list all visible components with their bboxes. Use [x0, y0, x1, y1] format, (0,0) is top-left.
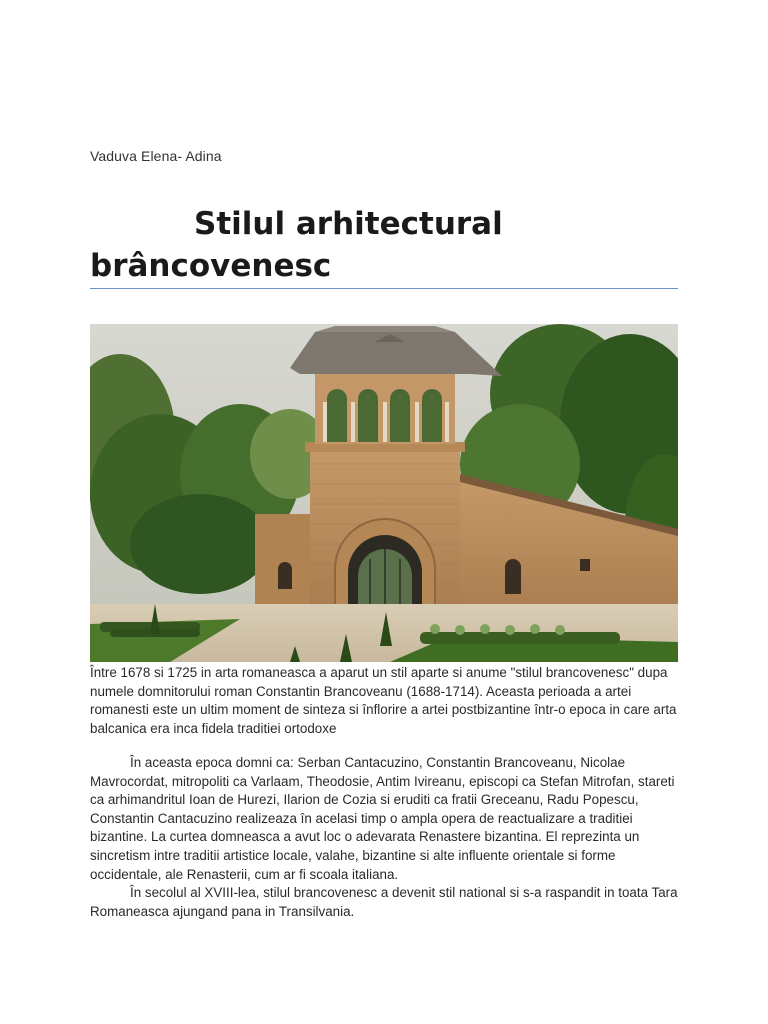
document-title: [90, 203, 680, 287]
photo-brancovenesc-gate-tower: [90, 324, 678, 662]
paragraph-3-text: În secolul al XVIII-lea, stilul brancovenesc a devenit stil national si s-a raspandit in toata Tara Romaneasca ajungand pana in Transilvania.: [90, 885, 678, 919]
author-name: Vaduva Elena- Adina: [90, 148, 222, 164]
paragraph-1: Între 1678 si 1725 in arta romaneasca a aparut un stil aparte si anume "stilul brancovenesc" dupa numele domnitorului roman Constantin Brancoveanu (1688-1714). Aceasta perioada a artei romanesti este un ultim moment de sinteza si înflorire a artei postbizantine într-o epoca in care arta balcanica era inca fidela traditiei ortodoxe: [90, 665, 677, 736]
paragraph-3: [90, 884, 680, 921]
title-underline: [90, 288, 678, 289]
title-line-1: Stilul arhitectural: [194, 206, 503, 242]
paragraph-2: [90, 754, 680, 884]
photo-illustration: [90, 324, 678, 662]
paragraph-2-text: În aceasta epoca domni ca: Serban Cantacuzino, Constantin Brancoveanu, Nicolae Mavrocordat, mitropoliti ca Varlaam, Theodosie, Antim Ivireanu, episcopi ca Stefan Mitrofan, stareti ca arhimandritul Ioan de Hurezi, Ilarion de Cozia si eruditi ca fratii Greceanu, Radu Popescu, Constantin Cantacuzino realizeaza în acelasi timp o ampla opera de reactualizare a traditiei bizantine. La curtea domneasca a avut loc o adevarata Renastere bizantina. El reprezinta un sincretism intre traditii artistice locale, valahe, bizantine si alte influente orientale si forme occidentale, ale Renasterii, cum ar fi scoala italiana.: [90, 755, 675, 882]
title-line-2: brâncovenesc: [90, 248, 332, 284]
